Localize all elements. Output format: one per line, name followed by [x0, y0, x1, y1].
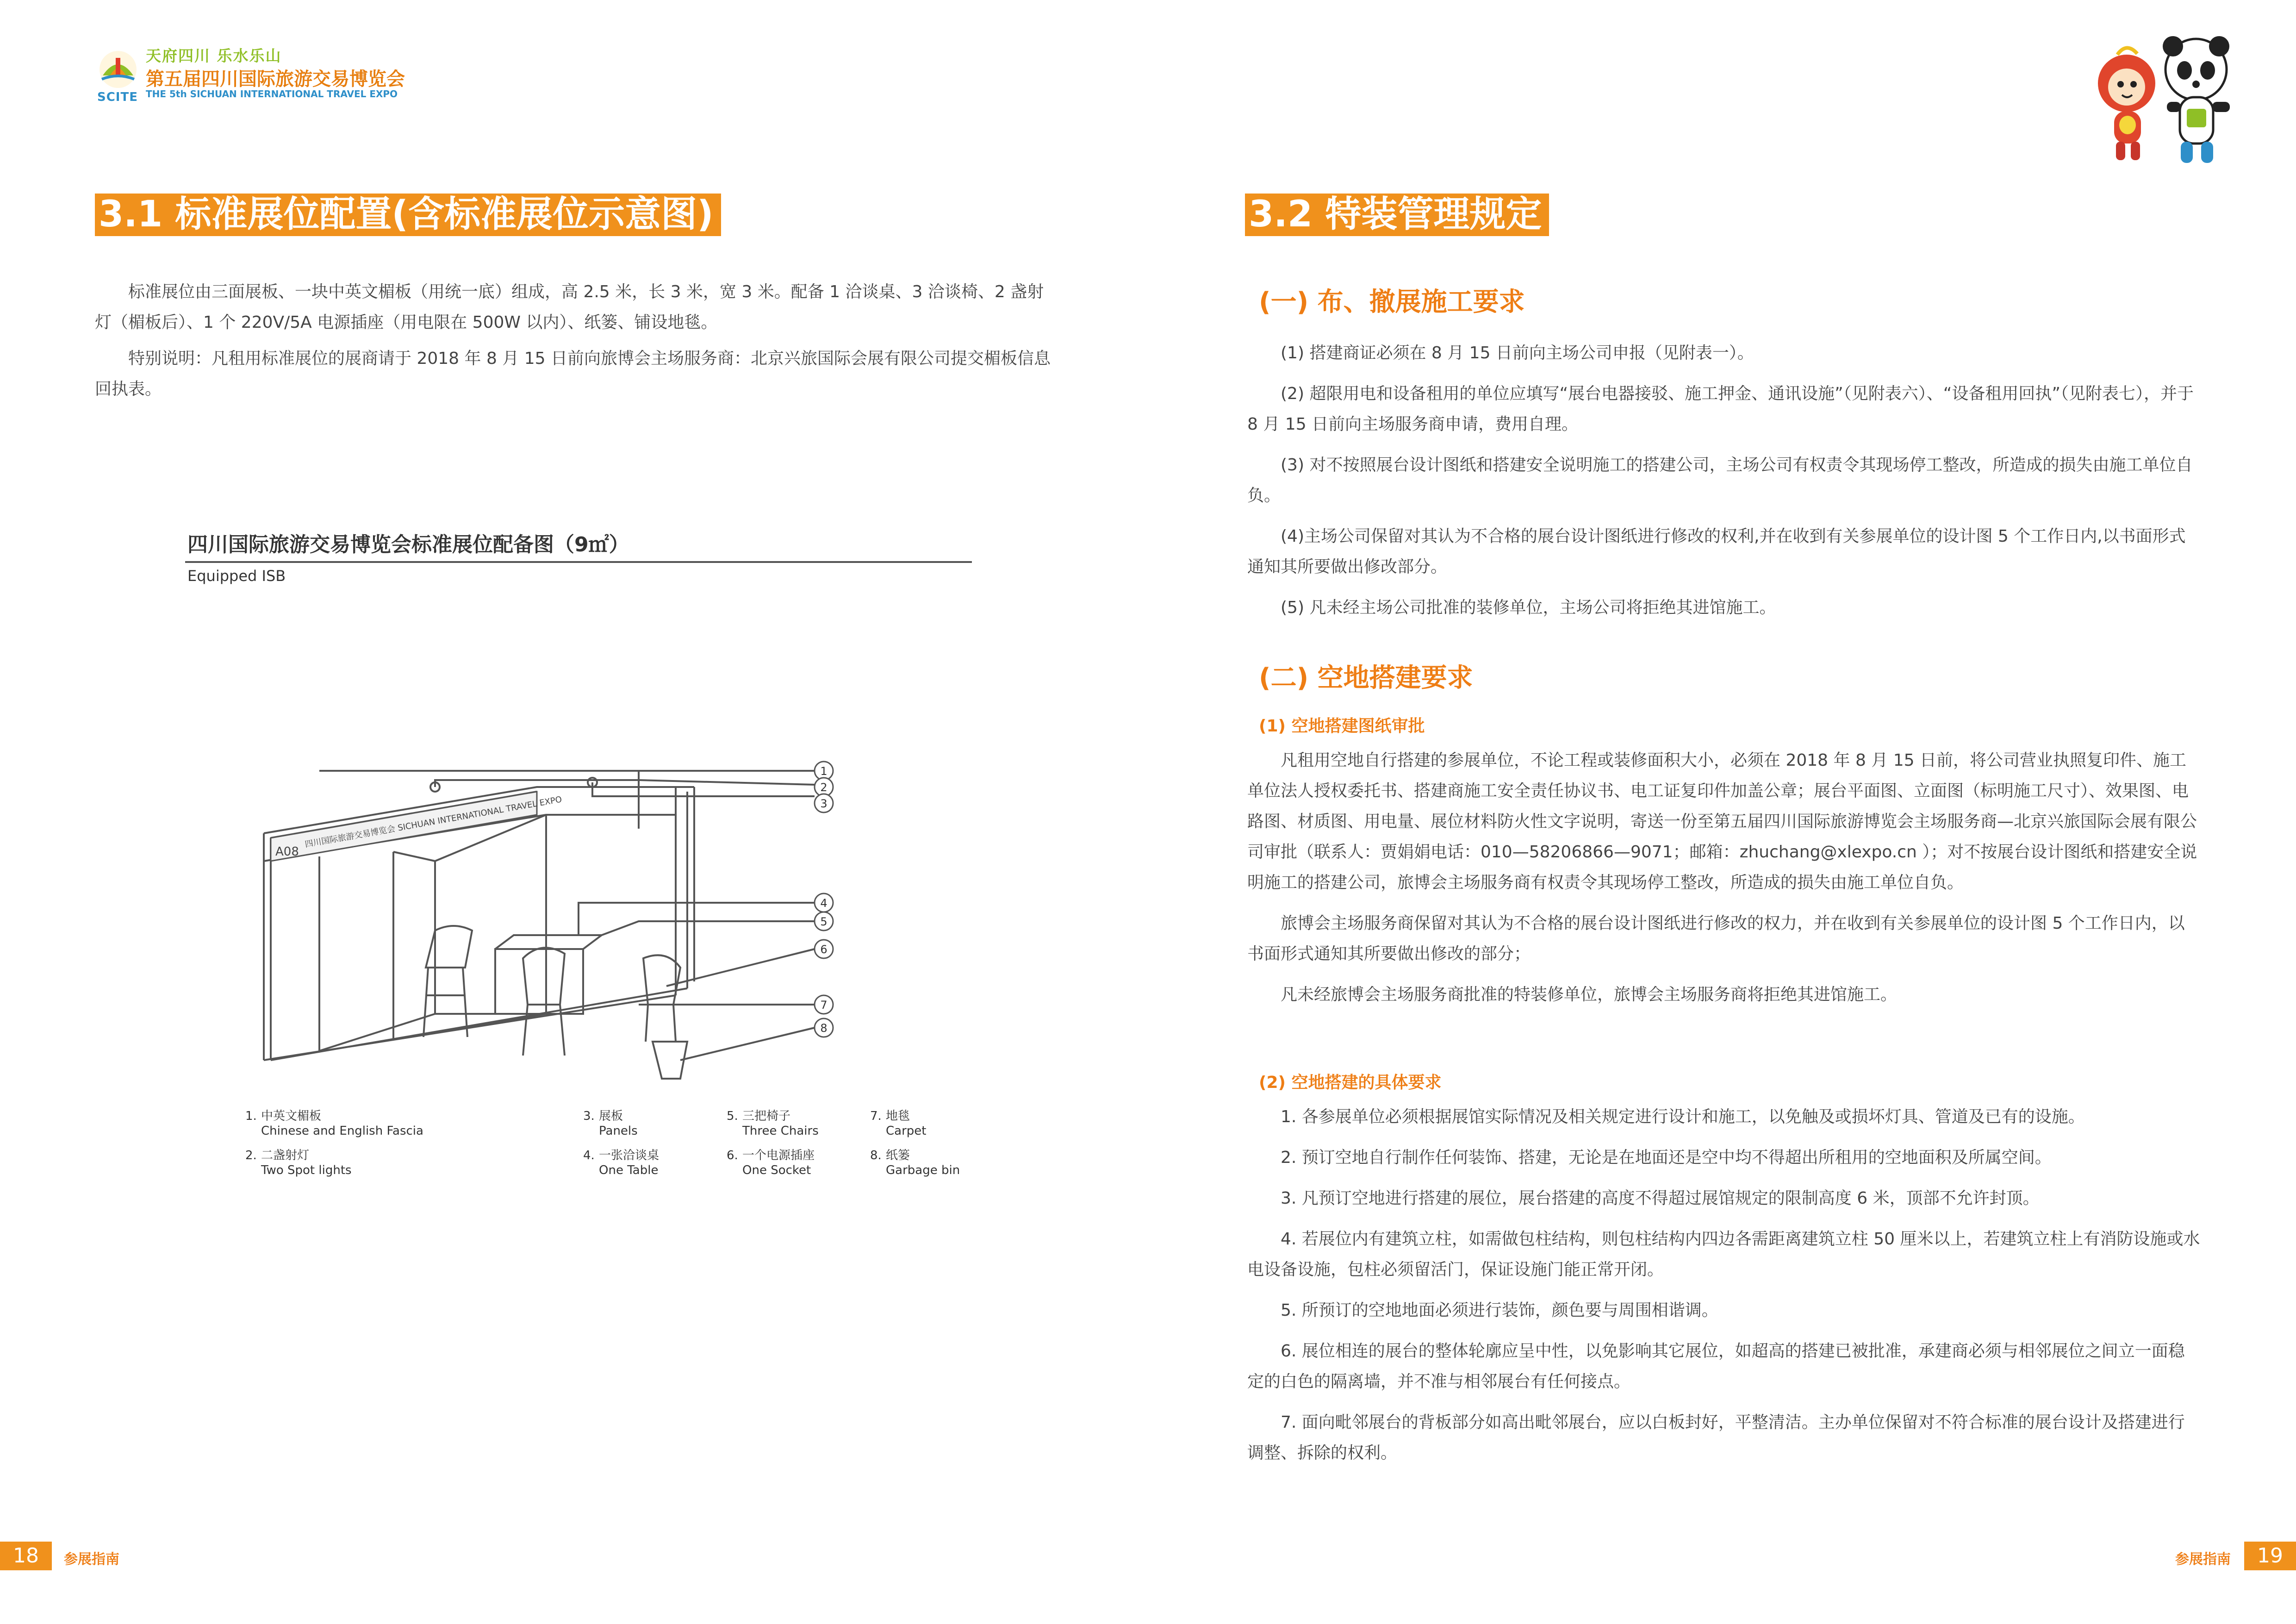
approval-paragraph-3: 凡未经旅博会主场服务商批准的特装修单位，旅博会主场服务商将拒绝其进馆施工。 — [1281, 985, 1898, 1004]
mascots — [2078, 32, 2245, 171]
paragraph-booth-config: 标准展位由三面展板、一块中英文楣板（用统一底）组成，高 2.5 米，长 3 米，宽 3 米。配备 1 洽谈桌、3 洽谈椅、2 盏射灯（楣板后）、1 个 220V/5A 电源插座（用电限在 500W 以内）、纸篓、铺设地毯。 — [95, 282, 1044, 332]
svg-text:2: 2 — [820, 781, 828, 794]
logo-title: 第五届四川国际旅游交易博览会 — [146, 69, 405, 90]
legend-item-6: 6. 一个电源插座 One Socket — [727, 1149, 815, 1177]
mascot-panda-icon — [2163, 36, 2230, 163]
minor-title-specific-requirements: (2) 空地搭建的具体要求 — [1259, 1073, 1442, 1092]
scite-logo-icon — [97, 49, 139, 90]
legend-item-3: 3. 展板 Panels — [583, 1109, 638, 1138]
booth-drawing — [176, 597, 940, 1102]
svg-text:5: 5 — [820, 915, 828, 928]
page-number-right: 19 — [2244, 1542, 2296, 1570]
specific-item-7: 7. 面向毗邻展台的背板部分如高出毗邻展台，应以白板封好，平整清洁。主办单位保留对不符合标准的展台设计及搭建进行调整、拆除的权利。 — [1247, 1413, 2185, 1462]
section-title-standard-booth: 3.1 标准展位配置(含标准展位示意图) — [95, 194, 721, 236]
page-number-left: 18 — [0, 1542, 52, 1570]
approval-paragraph-1: 凡租用空地自行搭建的参展单位，不论工程或装修面积大小，必须在 2018 年 8 月 15 日前，将公司营业执照复印件、施工单位法人授权委托书、搭建商施工安全责任协议书、电工证复印件加盖公章；展台平面图、立面图（标明施工尺寸）、效果图、电路图、材质图、用电量、展位材料防火性文字说明，寄送一份至第五届四川国际旅游博览会主场服务商—北京兴旅国际会展有限公司审批（联系人：贾娟娟电话：010—58206866—9071；邮箱：zhuchang@xlexpo.cn ）；对不按展台设计图纸和搭建安全说明施工的搭建公司，旅博会主场服务商有权责令其现场停工整改，所造成的损失由施工单位自负。 — [1247, 751, 2197, 892]
legend-item-4: 4. 一张洽谈桌 One Table — [583, 1149, 660, 1177]
construction-requirements — [1247, 338, 2201, 623]
subsection-title-construction: (一) 布、撤展施工要求 — [1259, 287, 1525, 317]
logo-abbr: SCITE — [97, 90, 138, 104]
mascot-monkey-icon — [2098, 48, 2155, 160]
left-text-block — [95, 277, 1053, 405]
legend-item-7: 7. 地毯 Carpet — [870, 1109, 927, 1138]
specific-item-2: 2. 预订空地自行制作任何装饰、搭建，无论是在地面还是空中均不得超出所租用的空地面积及所属空间。 — [1281, 1148, 2052, 1167]
legend-item-8: 8. 纸篓 Garbage bin — [870, 1149, 960, 1177]
diagram-divider — [185, 561, 972, 563]
legend-item-5: 5. 三把椅子 Three Chairs — [727, 1109, 819, 1138]
specific-requirements-text — [1247, 1102, 2201, 1468]
callout-6 — [815, 940, 833, 958]
svg-text:8: 8 — [820, 1022, 828, 1035]
requirement-item-1: (1) 搭建商证必须在 8 月 15 日前向主场公司申报（见附表一）。 — [1281, 344, 1754, 362]
requirement-item-4: (4)主场公司保留对其认为不合格的展台设计图纸进行修改的权利,并在收到有关参展单位的设计图 5 个工作日内,以书面形式通知其所要做出修改部分。 — [1247, 527, 2186, 576]
footer-label-left: 参展指南 — [64, 1551, 119, 1568]
subsection-title-raw-space: (二) 空地搭建要求 — [1259, 663, 1473, 693]
requirement-item-5: (5) 凡未经主场公司批准的装修单位，主场公司将拒绝其进馆施工。 — [1281, 598, 1776, 617]
svg-text:6: 6 — [820, 943, 828, 956]
fascia-text: 四川国际旅游交易博览会 SICHUAN INTERNATIONAL TRAVEL EXPO — [304, 794, 563, 849]
callout-4 — [815, 893, 833, 912]
paragraph-special-note: 特别说明：凡租用标准展位的展商请于 2018 年 8 月 15 日前向旅博会主场服务商：北京兴旅国际会展有限公司提交楣板信息回执表。 — [95, 349, 1051, 399]
fascia-code: A08 — [275, 845, 299, 859]
logo-english-title: THE 5th SICHUAN INTERNATIONAL TRAVEL EXPO — [146, 88, 398, 100]
logo-slogan: 天府四川 乐水乐山 — [146, 47, 282, 65]
specific-item-6: 6. 展位相连的展台的整体轮廓应呈中性，以免影响其它展位，如超高的搭建已被批准，承建商必须与相邻展位之间立一面稳定的白色的隔离墙，并不准与相邻展台有任何接点。 — [1247, 1342, 2185, 1391]
callout-5 — [815, 912, 833, 931]
section-title-special-booth: 3.2 特装管理规定 — [1245, 194, 1549, 236]
standard-booth-diagram — [176, 518, 1023, 1241]
specific-item-3: 3. 凡预订空地进行搭建的展位，展台搭建的高度不得超过展馆规定的限制高度 6 米，顶部不允许封顶。 — [1281, 1189, 2040, 1208]
drawing-approval-text — [1247, 745, 2201, 1010]
svg-text:3: 3 — [820, 797, 828, 810]
diagram-title: 四川国际旅游交易博览会标准展位配备图（9㎡） — [187, 533, 629, 556]
diagram-subtitle: Equipped ISB — [187, 567, 286, 585]
callout-8 — [815, 1018, 833, 1037]
callout-7 — [815, 995, 833, 1014]
footer-label-right: 参展指南 — [2175, 1551, 2231, 1568]
expo-logo — [97, 44, 412, 104]
requirement-item-3: (3) 对不按照展台设计图纸和搭建安全说明施工的搭建公司，主场公司有权责令其现场停工整改，所造成的损失由施工单位自负。 — [1247, 456, 2193, 505]
minor-title-drawing-approval: (1) 空地搭建图纸审批 — [1259, 717, 1425, 736]
requirement-item-2: (2) 超限用电和设备租用的单位应填写“展台电器接驳、施工押金、通讯设施”（见附表六）、“设备租用回执”（见附表七），并于 8 月 15 日前向主场服务商申请，费用自理。 — [1247, 384, 2194, 434]
legend-item-1: 1. 中英文楣板 Chinese and English Fascia — [245, 1109, 423, 1138]
svg-text:4: 4 — [820, 897, 828, 910]
specific-item-4: 4. 若展位内有建筑立柱，如需做包柱结构，则包柱结构内四边各需距离建筑立柱 50 厘米以上，若建筑立柱上有消防设施或水电设备设施，包柱必须留活门，保证设施门能正常开闭。 — [1247, 1230, 2200, 1279]
specific-item-1: 1. 各参展单位必须根据展馆实际情况及相关规定进行设计和施工，以免触及或损坏灯具、管道及已有的设施。 — [1281, 1107, 2085, 1126]
legend-item-2: 2. 二盏射灯 Two Spot lights — [245, 1149, 352, 1177]
svg-text:1: 1 — [820, 765, 828, 778]
svg-text:7: 7 — [820, 999, 828, 1012]
approval-paragraph-2: 旅博会主场服务商保留对其认为不合格的展台设计图纸进行修改的权力，并在收到有关参展单位的设计图 5 个工作日内，以书面形式通知其所要做出修改的部分； — [1247, 914, 2185, 963]
specific-item-5: 5. 所预订的空地地面必须进行装饰，颜色要与周围相谐调。 — [1281, 1301, 1718, 1320]
callout-3 — [815, 794, 833, 812]
